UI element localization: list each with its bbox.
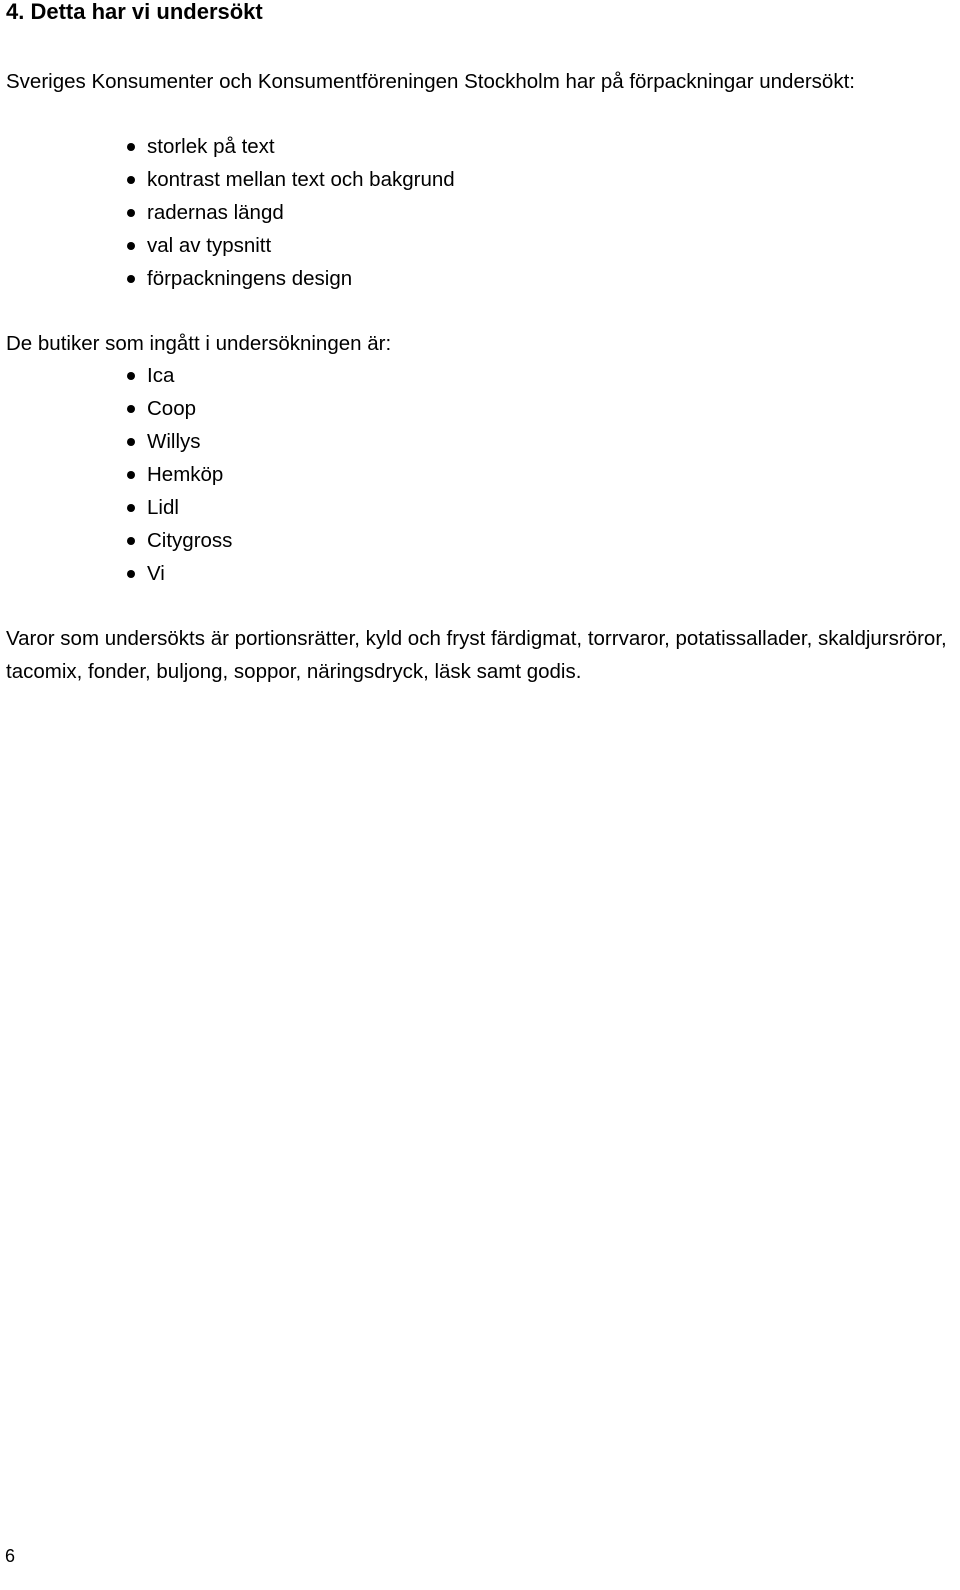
page-number: 6 bbox=[5, 1546, 16, 1566]
criteria-item-text: storlek på text bbox=[147, 135, 275, 158]
store-item-text: Vi bbox=[147, 562, 165, 585]
store-item-text: Coop bbox=[147, 397, 197, 420]
bullet-icon bbox=[127, 504, 135, 512]
bullet-icon bbox=[127, 209, 135, 217]
criteria-item-text: radernas längd bbox=[147, 201, 284, 224]
store-item-text: Hemköp bbox=[147, 463, 224, 486]
bullet-icon bbox=[127, 275, 135, 283]
bullet-icon bbox=[127, 537, 135, 545]
store-item-text: Willys bbox=[147, 430, 201, 453]
section-heading: 4. Detta har vi undersökt bbox=[6, 0, 263, 24]
bullet-icon bbox=[127, 143, 135, 151]
intro-paragraph: Sveriges Konsumenter och Konsumentföreningen Stockholm har på förpackningar undersökt: bbox=[6, 70, 855, 93]
store-item-text: Lidl bbox=[147, 496, 179, 519]
bullet-icon bbox=[127, 471, 135, 479]
bullet-icon bbox=[127, 438, 135, 446]
criteria-item-text: val av typsnitt bbox=[147, 234, 272, 257]
bullet-icon bbox=[127, 176, 135, 184]
stores-intro-paragraph: De butiker som ingått i undersökningen är: bbox=[6, 332, 392, 355]
criteria-item-text: kontrast mellan text och bakgrund bbox=[147, 168, 455, 191]
goods-paragraph: Varor som undersökts är portionsrätter, kyld och fryst färdigmat, torrvaror, potatissallader, skaldjursröror, tacomix, fonder, buljong, soppor, näringsdryck, läsk samt godis. bbox=[6, 627, 947, 683]
bullet-icon bbox=[127, 372, 135, 380]
criteria-item-text: förpackningens design bbox=[147, 267, 353, 290]
bullet-icon bbox=[127, 242, 135, 250]
store-item-text: Citygross bbox=[147, 529, 233, 552]
bullet-icon bbox=[127, 570, 135, 578]
store-item-text: Ica bbox=[147, 364, 175, 387]
bullet-icon bbox=[127, 405, 135, 413]
